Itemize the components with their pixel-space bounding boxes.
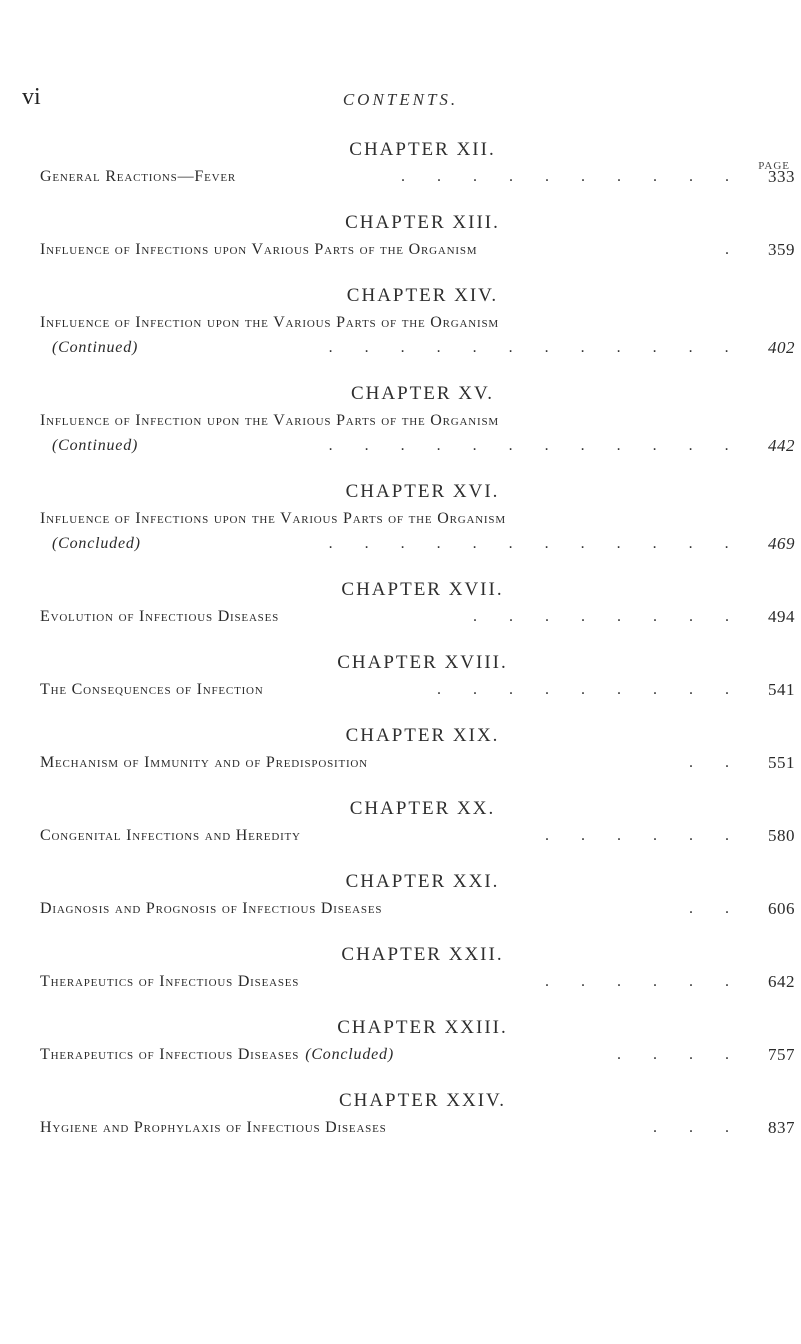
toc-entry: [40, 941, 795, 994]
toc-entry: [40, 649, 795, 702]
leader-dots: . .: [689, 900, 743, 917]
chapter-subtitle: (Concluded): [52, 535, 141, 552]
entry-subline: [40, 531, 795, 556]
toc-entry: [40, 1087, 795, 1140]
chapter-title: Influence of Infections upon Various Parts of the Organism: [40, 241, 478, 258]
table-of-contents: [40, 136, 795, 1160]
chapter-title: The Consequences of Infection: [40, 681, 264, 698]
leader-dots: . . . . . . . . . .: [401, 168, 743, 185]
chapter-title: Influence of Infections upon the Various Parts of the Organism: [40, 510, 506, 527]
toc-entry: [40, 282, 795, 360]
chapter-heading: CHAPTER XV.: [350, 383, 495, 404]
leader-dots: . . . . . . . . . . . .: [329, 339, 743, 356]
toc-entry: [40, 136, 795, 189]
entry-line: [40, 164, 795, 189]
chapter-heading: CHAPTER XX.: [349, 798, 496, 819]
toc-entry: [40, 576, 795, 629]
chapter-title: Congenital Infections and Heredity: [40, 827, 301, 844]
chapter-title: Influence of Infection upon the Various Parts of the Organism: [40, 314, 499, 331]
entry-line: [40, 677, 795, 702]
leader-dots: .: [725, 241, 743, 258]
leader-dots: . . . . . . . .: [473, 608, 743, 625]
entry-subline: [40, 335, 795, 360]
toc-entry: [40, 209, 795, 262]
page-ref: 359: [768, 240, 795, 259]
chapter-subtitle: (Continued): [52, 339, 139, 356]
chapter-title: General Reactions—Fever: [40, 168, 237, 185]
toc-entry: [40, 380, 795, 458]
page-ref: 757: [768, 1045, 795, 1064]
chapter-heading: CHAPTER XXIII.: [337, 1017, 508, 1038]
chapter-title: Mechanism of Immunity and of Predisposition: [40, 754, 368, 771]
chapter-heading: CHAPTER XVII.: [341, 579, 504, 600]
chapter-heading: CHAPTER XXII.: [341, 944, 504, 965]
page-ref: 837: [768, 1118, 795, 1137]
leader-dots: . .: [689, 754, 743, 771]
page-column-label: PAGE: [758, 160, 790, 172]
leader-dots: . . .: [653, 1119, 743, 1136]
entry-line: [40, 310, 795, 335]
chapter-heading: CHAPTER XXI.: [345, 871, 500, 892]
chapter-heading: CHAPTER XIX.: [345, 725, 500, 746]
chapter-heading: CHAPTER XVIII.: [337, 652, 508, 673]
entry-line: [40, 896, 795, 921]
toc-entry: [40, 722, 795, 775]
toc-entry: [40, 868, 795, 921]
page-ref: 541: [768, 680, 795, 699]
entry-line: [40, 408, 795, 433]
leader-dots: . . . . . . . . . . . .: [329, 535, 743, 552]
entry-line: [40, 750, 795, 775]
leader-dots: . . . . . . . . . . . .: [329, 437, 743, 454]
leader-dots: . . . . . . . . .: [437, 681, 743, 698]
chapter-title: Therapeutics of Infectious Diseases: [40, 973, 300, 990]
chapter-title: Influence of Infection upon the Various Parts of the Organism: [40, 412, 499, 429]
entry-line: [40, 604, 795, 629]
page-ref: 469: [768, 534, 795, 553]
page-ref: 580: [768, 826, 795, 845]
chapter-title: Hygiene and Prophylaxis of Infectious Diseases: [40, 1119, 387, 1136]
running-head: CONTENTS.: [342, 90, 459, 109]
toc-entry: [40, 478, 795, 556]
chapter-heading: CHAPTER XIII.: [345, 212, 500, 233]
page-ref: 442: [768, 436, 795, 455]
entry-line: [40, 506, 795, 531]
toc-entry: [40, 1014, 795, 1067]
page-ref: 494: [768, 607, 795, 626]
chapter-subtitle: (Concluded): [305, 1046, 394, 1063]
chapter-heading: CHAPTER XII.: [349, 139, 496, 160]
entry-line: [40, 823, 795, 848]
entry-line: [40, 1042, 795, 1067]
entry-line: [40, 969, 795, 994]
leader-dots: . . . . . .: [545, 973, 743, 990]
chapter-heading: CHAPTER XXIV.: [338, 1090, 507, 1111]
chapter-title: Evolution of Infectious Diseases: [40, 608, 280, 625]
leader-dots: . . . . . .: [545, 827, 743, 844]
page-ref: 402: [768, 338, 795, 357]
chapter-heading: CHAPTER XVI.: [345, 481, 500, 502]
page-number: vi: [22, 84, 41, 110]
chapter-title: Therapeutics of Infectious Diseases: [40, 1046, 300, 1063]
page-ref: 333: [768, 167, 795, 186]
chapter-heading: CHAPTER XIV.: [346, 285, 499, 306]
page-ref: 642: [768, 972, 795, 991]
toc-entry: [40, 795, 795, 848]
chapter-title: Diagnosis and Prognosis of Infectious Diseases: [40, 900, 383, 917]
entry-line: [40, 1115, 795, 1140]
chapter-subtitle: (Continued): [52, 437, 139, 454]
leader-dots: . . . .: [617, 1046, 743, 1063]
page-ref: 551: [768, 753, 795, 772]
entry-subline: [40, 433, 795, 458]
page-ref: 606: [768, 899, 795, 918]
entry-line: [40, 237, 795, 262]
